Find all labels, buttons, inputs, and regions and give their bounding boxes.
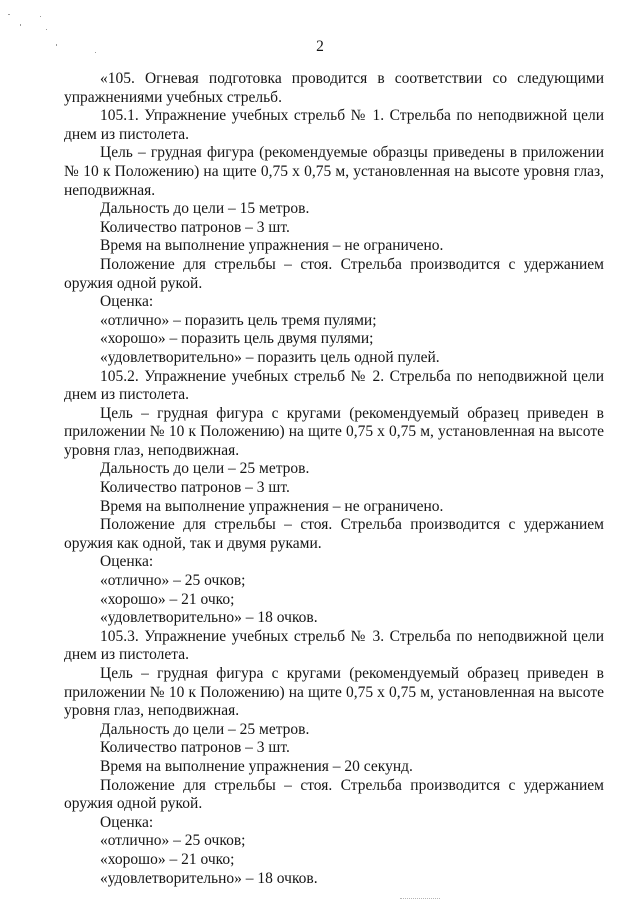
paragraph-exercise-1-distance: Дальность до цели – 15 метров.	[100, 200, 310, 218]
paragraph-exercise-1-rounds: Количество патронов – 3 шт.	[100, 218, 290, 236]
paragraph-exercise-1-heading: 105.1. Упражнение учебных стрельб № 1. Стрельба по неподвижной цели днем из пистолета.	[64, 107, 604, 143]
paragraph-exercise-3-time: Время на выполнение упражнения – 20 секунд.	[100, 757, 413, 775]
scan-speck	[8, 14, 10, 15]
paragraph-exercise-2-target: Цель – грудная фигура с кругами (рекомендуемый образец приведен в приложении № 10 к Положению) на щите 0,75 х 0,75 м, установленная на высоте уровня глаз, неподвижная.	[64, 404, 604, 459]
paragraph-exercise-2-position: Положение для стрельбы – стоя. Стрельба производится с удержанием оружия как одной, так и двумя руками.	[64, 516, 604, 552]
paragraph-exercise-2-grade-satisfactory: «удовлетворительно» – 18 очков.	[100, 609, 318, 627]
paragraph-exercise-1-grade-good: «хорошо» – поразить цель двумя пулями;	[100, 330, 374, 348]
document-body	[64, 70, 604, 888]
scan-speck	[46, 29, 47, 30]
scan-speck	[40, 16, 41, 17]
paragraph-exercise-3-grading-title: Оценка:	[100, 813, 154, 831]
scan-noise-line	[400, 898, 440, 900]
scan-speck	[20, 24, 21, 26]
paragraph-exercise-3-position: Положение для стрельбы – стоя. Стрельба производится с удержанием оружия одной рукой.	[64, 776, 604, 813]
paragraph-exercise-2-grade-excellent: «отлично» – 25 очков;	[100, 572, 246, 590]
paragraph-exercise-2-time: Время на выполнение упражнения – не ограничено.	[100, 497, 444, 515]
paragraph-exercise-2-grade-good: «хорошо» – 21 очко;	[100, 590, 235, 608]
paragraph-exercise-3-distance: Дальность до цели – 25 метров.	[100, 720, 310, 738]
paragraph-exercise-1-time: Время на выполнение упражнения – не ограничено.	[100, 237, 444, 255]
paragraph-exercise-2-rounds: Количество патронов – 3 шт.	[100, 479, 290, 497]
paragraph-exercise-3-rounds: Количество патронов – 3 шт.	[100, 739, 290, 757]
paragraph-exercise-1-position: Положение для стрельбы – стоя. Стрельба производится с удержанием оружия одной рукой.	[64, 255, 604, 292]
paragraph-exercise-3-grade-excellent: «отлично» – 25 очков;	[100, 832, 246, 850]
paragraph-exercise-1-grade-satisfactory: «удовлетворительно» – поразить цель одной пулей.	[100, 348, 440, 366]
paragraph-intro: «105. Огневая подготовка проводится в соответствии со следующими упражнениями учебных стрельб.	[64, 70, 604, 106]
paragraph-exercise-3-target: Цель – грудная фигура с кругами (рекомендуемый образец приведен в приложении № 10 к Положению) на щите 0,75 х 0,75 м, установленная на высоте уровня глаз, неподвижная.	[64, 665, 604, 720]
paragraph-exercise-1-grade-excellent: «отлично» – поразить цель тремя пулями;	[100, 311, 377, 329]
paragraph-exercise-2-heading: 105.2. Упражнение учебных стрельб № 2. Стрельба по неподвижной цели днем из пистолета.	[64, 367, 604, 404]
paragraph-exercise-3-heading: 105.3. Упражнение учебных стрельб № 3. Стрельба по неподвижной цели днем из пистолета.	[64, 627, 604, 664]
paragraph-exercise-3-grade-good: «хорошо» – 21 очко;	[100, 850, 235, 868]
page-number: 2	[316, 38, 324, 55]
paragraph-exercise-2-distance: Дальность до цели – 25 метров.	[100, 460, 310, 478]
paragraph-exercise-1-target: Цель – грудная фигура (рекомендуемые образцы приведены в приложении № 10 к Положению) на щите 0,75 х 0,75 м, установленная на высоте уровня глаз, неподвижная.	[64, 144, 604, 199]
paragraph-exercise-2-grading-title: Оценка:	[100, 553, 154, 571]
paragraph-exercise-3-grade-satisfactory: «удовлетворительно» – 18 очков.	[100, 869, 318, 887]
paragraph-exercise-1-grading-title: Оценка:	[100, 293, 154, 311]
